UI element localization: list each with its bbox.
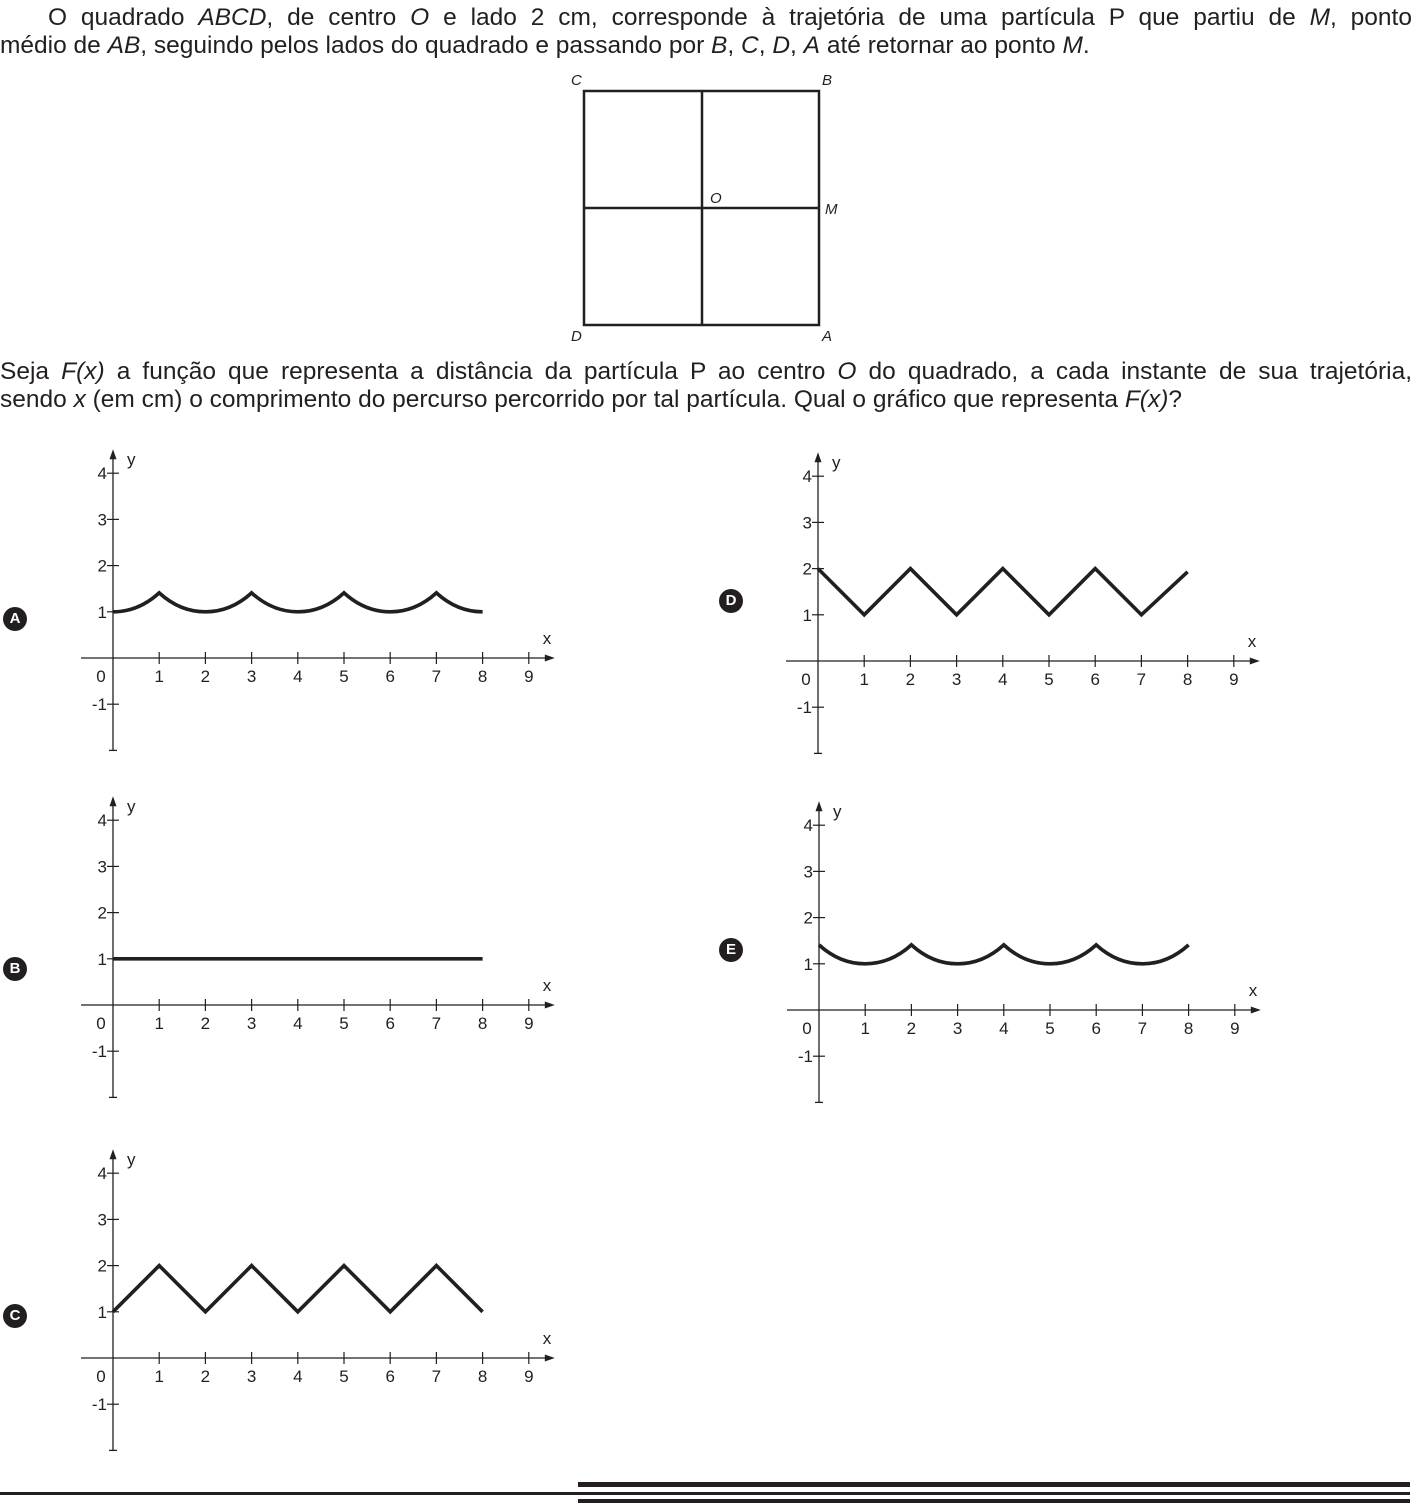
text-segment: Seja [0, 358, 62, 385]
x-tick-label: 7 [1137, 1019, 1148, 1038]
chart-option-c [60, 1140, 570, 1470]
y-tick-label: 1 [97, 602, 107, 622]
y-tick-label: 1 [803, 954, 813, 974]
x-tick-label: 8 [1182, 670, 1193, 689]
x-tick-label: 5 [1045, 1019, 1055, 1038]
y-tick-label: 1 [97, 1302, 107, 1322]
y-tick-label: 4 [802, 467, 812, 487]
x-tick-label: 5 [1044, 670, 1054, 689]
y-tick-label: 2 [803, 908, 813, 928]
x-tick-label: 1 [154, 667, 164, 686]
footer-rule-right-top [578, 1482, 1410, 1487]
text-segment: , seguindo pelos lados do quadrado e passando por [140, 32, 712, 59]
y-axis-label: y [832, 453, 841, 473]
x-axis-label: x [1247, 632, 1257, 651]
y-axis-arrow [816, 801, 823, 811]
chart-option-d [765, 443, 1275, 773]
y-tick-label: 3 [97, 1210, 107, 1230]
series-line [818, 569, 1188, 615]
question-line [0, 358, 1412, 386]
x-tick-label: 4 [293, 667, 303, 686]
intro-line [0, 32, 1412, 60]
text-segment: do quadrado, a cada instante de sua trajetória, [856, 358, 1412, 385]
y-tick-label: -1 [91, 695, 107, 715]
x-tick-label: 8 [477, 667, 488, 686]
y-axis-label: y [127, 1150, 136, 1170]
x-tick-label: 4 [998, 670, 1008, 689]
text-segment: a função que representa a distância da partícula P ao centro [104, 358, 838, 385]
italic-text: AB [107, 32, 141, 59]
x-tick-label: 3 [246, 1014, 257, 1033]
italic-text: M [1309, 4, 1330, 31]
x-tick-label: 2 [200, 1014, 211, 1033]
x-tick-label: 8 [477, 1367, 488, 1386]
x-tick-label: 0 [96, 1367, 106, 1386]
x-tick-label: 6 [1090, 670, 1100, 689]
y-tick-label: 4 [97, 1164, 107, 1184]
text-segment: médio de [0, 32, 108, 59]
footer-rule-right-bottom [578, 1499, 1410, 1503]
question-line [0, 386, 1412, 414]
y-axis-label: y [127, 797, 136, 817]
x-tick-label: 5 [339, 1014, 349, 1033]
chart-option-e [765, 792, 1275, 1122]
text-segment: sendo [0, 386, 74, 413]
x-tick-label: 1 [154, 1367, 164, 1386]
x-tick-label: 2 [905, 670, 916, 689]
y-tick-label: 3 [802, 513, 812, 533]
x-tick-label: 9 [1229, 670, 1239, 689]
x-tick-label: 2 [200, 667, 211, 686]
x-tick-label: 5 [339, 667, 349, 686]
square-diagram [560, 66, 860, 348]
x-tick-label: 1 [860, 1019, 870, 1038]
y-tick-label: 4 [97, 464, 107, 484]
midpoint-label-m: M [825, 201, 838, 218]
x-tick-label: 7 [431, 1014, 442, 1033]
x-tick-label: 7 [1136, 670, 1147, 689]
italic-text: B [711, 32, 728, 59]
x-tick-label: 9 [524, 667, 534, 686]
text-segment: , [758, 32, 773, 59]
intro-line [0, 4, 1412, 32]
y-tick-label: 4 [803, 816, 813, 836]
y-tick-label: -1 [797, 1047, 813, 1067]
y-tick-label: 2 [802, 559, 812, 579]
problem-intro [0, 4, 1412, 60]
italic-text: M [1062, 32, 1083, 59]
x-tick-label: 6 [385, 1367, 395, 1386]
option-badge-b[interactable]: B [3, 957, 27, 981]
y-tick-label: 3 [97, 510, 107, 530]
x-tick-label: 5 [339, 1367, 349, 1386]
italic-text: C [741, 32, 759, 59]
x-axis-label: x [1248, 981, 1258, 1000]
x-tick-label: 0 [96, 667, 106, 686]
italic-text: F(x) [61, 358, 105, 385]
y-tick-label: -1 [91, 1042, 107, 1062]
y-tick-label: 2 [97, 903, 107, 923]
y-tick-label: 2 [97, 556, 107, 576]
y-tick-label: 3 [97, 857, 107, 877]
x-tick-label: 9 [524, 1367, 534, 1386]
italic-text: ABCD [198, 4, 267, 31]
y-axis-arrow [815, 452, 822, 462]
text-segment: , ponto [1330, 4, 1412, 31]
x-tick-label: 0 [801, 670, 811, 689]
y-tick-label: -1 [91, 1395, 107, 1415]
y-tick-label: 1 [802, 605, 812, 625]
italic-text: D [772, 32, 791, 59]
x-axis-label: x [542, 1329, 552, 1348]
text-segment: . [1082, 32, 1090, 59]
x-tick-label: 1 [154, 1014, 164, 1033]
option-badge-a[interactable]: A [3, 607, 27, 631]
vertex-label-d: D [571, 328, 582, 345]
footer-rule-right-middle [578, 1492, 1410, 1495]
chart-option-b [60, 787, 570, 1117]
x-tick-label: 3 [952, 1019, 963, 1038]
option-badge-c[interactable]: C [3, 1304, 27, 1328]
chart-option-a [60, 440, 570, 770]
text-segment: ? [1168, 386, 1183, 413]
x-tick-label: 3 [246, 1367, 257, 1386]
y-tick-label: -1 [796, 698, 812, 718]
x-tick-label: 4 [293, 1014, 303, 1033]
question-text [0, 358, 1412, 414]
text-segment: , [790, 32, 804, 59]
x-tick-label: 3 [246, 667, 257, 686]
center-label-o: O [710, 190, 722, 207]
x-tick-label: 0 [802, 1019, 812, 1038]
text-segment: até retornar ao ponto [820, 32, 1063, 59]
vertex-label-c: C [571, 72, 582, 89]
y-tick-label: 3 [803, 862, 813, 882]
y-tick-label: 4 [97, 811, 107, 831]
text-segment: , [727, 32, 742, 59]
vertex-label-a: A [822, 328, 833, 345]
y-tick-label: 1 [97, 949, 107, 969]
series-line [113, 593, 483, 612]
italic-text: A [803, 32, 821, 59]
text-segment: O quadrado [48, 4, 199, 31]
x-axis-label: x [542, 629, 552, 648]
x-axis-label: x [542, 976, 552, 995]
x-tick-label: 6 [1091, 1019, 1101, 1038]
italic-text: x [73, 386, 86, 413]
x-tick-label: 3 [951, 670, 962, 689]
y-axis-arrow [110, 796, 117, 806]
x-tick-label: 9 [524, 1014, 534, 1033]
italic-text: O [837, 358, 857, 385]
x-tick-label: 2 [906, 1019, 917, 1038]
y-axis-label: y [127, 450, 136, 470]
x-axis-arrow [1250, 658, 1260, 665]
x-tick-label: 8 [1183, 1019, 1194, 1038]
x-tick-label: 4 [293, 1367, 303, 1386]
series-line [113, 1266, 483, 1312]
series-line [819, 945, 1189, 964]
y-axis-label: y [833, 802, 842, 822]
option-badge-e[interactable]: E [719, 938, 743, 962]
x-tick-label: 4 [999, 1019, 1009, 1038]
footer-rule-left [0, 1492, 578, 1495]
x-axis-arrow [545, 655, 555, 662]
y-tick-label: 2 [97, 1256, 107, 1276]
x-tick-label: 9 [1230, 1019, 1240, 1038]
option-badge-d[interactable]: D [719, 589, 743, 613]
italic-text: F(x) [1124, 386, 1169, 413]
x-tick-label: 6 [385, 1014, 395, 1033]
text-segment: e lado 2 cm, corresponde à trajetória de uma partícula P que partiu de [429, 4, 1310, 31]
x-tick-label: 7 [431, 1367, 442, 1386]
italic-text: O [410, 4, 430, 31]
x-tick-label: 7 [431, 667, 442, 686]
text-segment: (em cm) o comprimento do percurso percorrido por tal partícula. Qual o gráfico que representa [85, 386, 1125, 413]
y-axis-arrow [110, 449, 117, 459]
vertex-label-b: B [822, 72, 833, 89]
x-axis-arrow [545, 1002, 555, 1009]
y-axis-arrow [110, 1149, 117, 1159]
x-axis-arrow [1251, 1007, 1261, 1014]
x-tick-label: 8 [477, 1014, 488, 1033]
x-axis-arrow [545, 1355, 555, 1362]
text-segment: , de centro [266, 4, 411, 31]
x-tick-label: 1 [859, 670, 869, 689]
x-tick-label: 2 [200, 1367, 211, 1386]
x-tick-label: 6 [385, 667, 395, 686]
x-tick-label: 0 [96, 1014, 106, 1033]
